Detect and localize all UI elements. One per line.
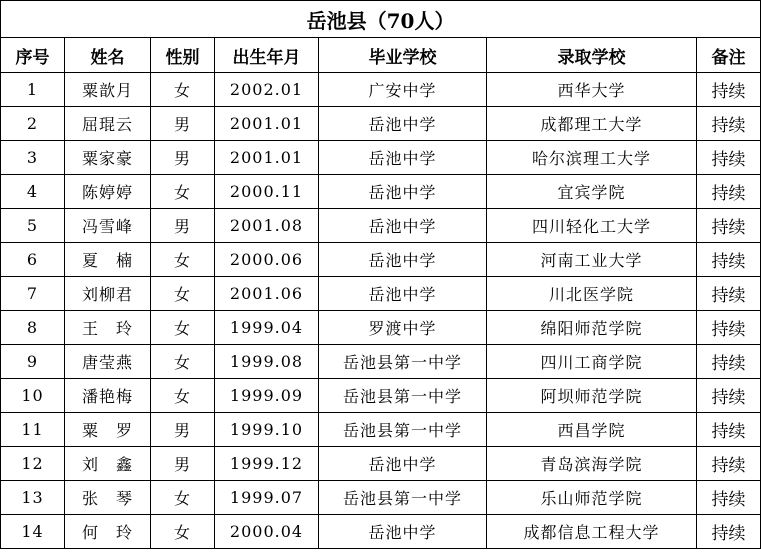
cell-note: 持续 bbox=[697, 209, 761, 243]
cell-no: 4 bbox=[1, 175, 65, 209]
cell-gender: 男 bbox=[151, 447, 215, 481]
cell-gender: 男 bbox=[151, 141, 215, 175]
cell-birth: 1999.04 bbox=[215, 311, 319, 345]
table-row bbox=[1, 73, 761, 107]
cell-no: 1 bbox=[1, 73, 65, 107]
cell-no: 9 bbox=[1, 345, 65, 379]
cell-no: 7 bbox=[1, 277, 65, 311]
cell-admit-school: 宜宾学院 bbox=[487, 175, 697, 209]
cell-admit-school: 四川工商学院 bbox=[487, 345, 697, 379]
cell-note: 持续 bbox=[697, 413, 761, 447]
header-admit-school: 录取学校 bbox=[487, 38, 697, 73]
cell-note: 持续 bbox=[697, 345, 761, 379]
cell-name: 张 琴 bbox=[65, 481, 151, 515]
cell-admit-school: 河南工业大学 bbox=[487, 243, 697, 277]
cell-admit-school: 西昌学院 bbox=[487, 413, 697, 447]
cell-name: 何 玲 bbox=[65, 515, 151, 549]
cell-name: 刘柳君 bbox=[65, 277, 151, 311]
cell-name: 王 玲 bbox=[65, 311, 151, 345]
table-title: 岳池县（70人） bbox=[1, 1, 761, 38]
table-row bbox=[1, 447, 761, 481]
cell-birth: 1999.12 bbox=[215, 447, 319, 481]
cell-no: 3 bbox=[1, 141, 65, 175]
table-row bbox=[1, 481, 761, 515]
cell-gender: 女 bbox=[151, 311, 215, 345]
cell-gender: 女 bbox=[151, 175, 215, 209]
table-row bbox=[1, 413, 761, 447]
cell-gender: 女 bbox=[151, 73, 215, 107]
cell-note: 持续 bbox=[697, 447, 761, 481]
cell-birth: 2001.01 bbox=[215, 141, 319, 175]
cell-name: 唐莹燕 bbox=[65, 345, 151, 379]
cell-no: 5 bbox=[1, 209, 65, 243]
cell-grad-school: 岳池中学 bbox=[319, 515, 487, 549]
cell-admit-school: 乐山师范学院 bbox=[487, 481, 697, 515]
cell-birth: 2001.06 bbox=[215, 277, 319, 311]
cell-grad-school: 岳池中学 bbox=[319, 243, 487, 277]
header-row bbox=[1, 38, 761, 73]
cell-note: 持续 bbox=[697, 243, 761, 277]
header-no: 序号 bbox=[1, 38, 65, 73]
cell-note: 持续 bbox=[697, 311, 761, 345]
cell-name: 刘 鑫 bbox=[65, 447, 151, 481]
cell-birth: 2001.08 bbox=[215, 209, 319, 243]
cell-no: 14 bbox=[1, 515, 65, 549]
cell-birth: 1999.10 bbox=[215, 413, 319, 447]
cell-gender: 女 bbox=[151, 243, 215, 277]
cell-grad-school: 岳池县第一中学 bbox=[319, 413, 487, 447]
cell-name: 屈琨云 bbox=[65, 107, 151, 141]
cell-gender: 男 bbox=[151, 209, 215, 243]
cell-note: 持续 bbox=[697, 73, 761, 107]
cell-grad-school: 岳池中学 bbox=[319, 277, 487, 311]
cell-birth: 2001.01 bbox=[215, 107, 319, 141]
cell-birth: 2000.04 bbox=[215, 515, 319, 549]
cell-name: 粟 罗 bbox=[65, 413, 151, 447]
cell-admit-school: 哈尔滨理工大学 bbox=[487, 141, 697, 175]
cell-grad-school: 罗渡中学 bbox=[319, 311, 487, 345]
cell-note: 持续 bbox=[697, 277, 761, 311]
table-body bbox=[1, 73, 761, 549]
cell-name: 陈婷婷 bbox=[65, 175, 151, 209]
cell-name: 粟歆月 bbox=[65, 73, 151, 107]
table-row bbox=[1, 209, 761, 243]
cell-admit-school: 四川轻化工大学 bbox=[487, 209, 697, 243]
table-row bbox=[1, 345, 761, 379]
table-row bbox=[1, 243, 761, 277]
cell-birth: 2000.11 bbox=[215, 175, 319, 209]
cell-admit-school: 成都信息工程大学 bbox=[487, 515, 697, 549]
cell-grad-school: 岳池县第一中学 bbox=[319, 379, 487, 413]
cell-note: 持续 bbox=[697, 481, 761, 515]
cell-grad-school: 广安中学 bbox=[319, 73, 487, 107]
table-row bbox=[1, 515, 761, 549]
table-row bbox=[1, 107, 761, 141]
cell-birth: 1999.08 bbox=[215, 345, 319, 379]
cell-gender: 女 bbox=[151, 515, 215, 549]
cell-no: 6 bbox=[1, 243, 65, 277]
cell-name: 冯雪峰 bbox=[65, 209, 151, 243]
cell-note: 持续 bbox=[697, 515, 761, 549]
cell-admit-school: 西华大学 bbox=[487, 73, 697, 107]
cell-note: 持续 bbox=[697, 175, 761, 209]
cell-no: 8 bbox=[1, 311, 65, 345]
header-note: 备注 bbox=[697, 38, 761, 73]
cell-birth: 2000.06 bbox=[215, 243, 319, 277]
cell-note: 持续 bbox=[697, 379, 761, 413]
cell-birth: 2002.01 bbox=[215, 73, 319, 107]
header-grad-school: 毕业学校 bbox=[319, 38, 487, 73]
cell-admit-school: 绵阳师范学院 bbox=[487, 311, 697, 345]
cell-admit-school: 川北医学院 bbox=[487, 277, 697, 311]
cell-note: 持续 bbox=[697, 107, 761, 141]
cell-no: 2 bbox=[1, 107, 65, 141]
cell-no: 13 bbox=[1, 481, 65, 515]
table-row bbox=[1, 311, 761, 345]
cell-grad-school: 岳池县第一中学 bbox=[319, 345, 487, 379]
header-name: 姓名 bbox=[65, 38, 151, 73]
cell-note: 持续 bbox=[697, 141, 761, 175]
cell-admit-school: 阿坝师范学院 bbox=[487, 379, 697, 413]
cell-gender: 男 bbox=[151, 107, 215, 141]
cell-grad-school: 岳池中学 bbox=[319, 175, 487, 209]
table-row bbox=[1, 379, 761, 413]
cell-grad-school: 岳池中学 bbox=[319, 209, 487, 243]
cell-no: 10 bbox=[1, 379, 65, 413]
cell-grad-school: 岳池中学 bbox=[319, 141, 487, 175]
cell-admit-school: 青岛滨海学院 bbox=[487, 447, 697, 481]
cell-no: 11 bbox=[1, 413, 65, 447]
table-row bbox=[1, 277, 761, 311]
header-gender: 性别 bbox=[151, 38, 215, 73]
header-birth: 出生年月 bbox=[215, 38, 319, 73]
cell-grad-school: 岳池中学 bbox=[319, 107, 487, 141]
cell-gender: 女 bbox=[151, 379, 215, 413]
cell-birth: 1999.09 bbox=[215, 379, 319, 413]
title-row bbox=[1, 1, 761, 38]
table-row bbox=[1, 141, 761, 175]
cell-no: 12 bbox=[1, 447, 65, 481]
cell-grad-school: 岳池县第一中学 bbox=[319, 481, 487, 515]
cell-gender: 男 bbox=[151, 413, 215, 447]
cell-name: 夏 楠 bbox=[65, 243, 151, 277]
cell-gender: 女 bbox=[151, 481, 215, 515]
cell-grad-school: 岳池中学 bbox=[319, 447, 487, 481]
cell-name: 潘艳梅 bbox=[65, 379, 151, 413]
cell-birth: 1999.07 bbox=[215, 481, 319, 515]
cell-gender: 女 bbox=[151, 345, 215, 379]
table-row bbox=[1, 175, 761, 209]
cell-admit-school: 成都理工大学 bbox=[487, 107, 697, 141]
cell-gender: 女 bbox=[151, 277, 215, 311]
cell-name: 粟家豪 bbox=[65, 141, 151, 175]
